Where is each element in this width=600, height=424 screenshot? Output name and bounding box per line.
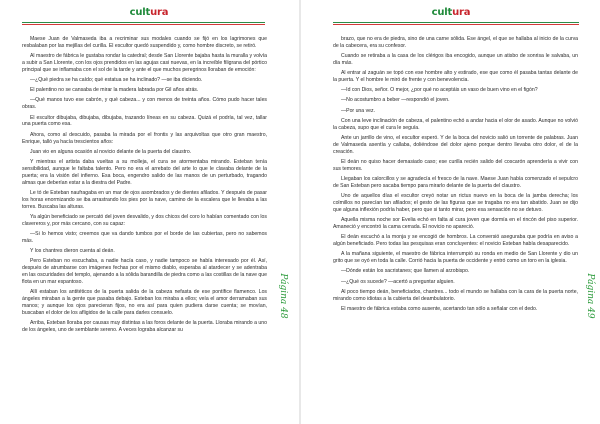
paragraph: Al maestro de fábrica le gustaba rondar la catedral; desde San Llorente bajaba hasta la muralla y volvía a subir a San Llorente, con los ojos prendidos en las agujas casi nuevas, en la increíble filigrana del pórtico principal que se inflamaba con el sol de la tarde y ante el que muchos peregrinos lloraban de emoción: — [22, 53, 267, 73]
paragraph: Juan vio en alguna ocasión al novicio delante de la puerta del claustro. — [30, 148, 192, 155]
paragraph: A la mañana siguiente, el maestro de fábrica interrumpió su ronda en medio de San Llorente y dio un grito que se oyó en toda la calle. Corrió hacia la puerta de occidente y entró como un toro en la iglesia. — [333, 251, 578, 265]
paragraph: El deán no quiso hacer demasiado caso; ese curilla recién salido del coscarón aprendería a vivir con sus temores. — [333, 158, 578, 172]
paragraph: Ahora, como al descuido, pasaba la mirada por el frontis y las arquivoltas que otro gran maestro, Enrique, talló ya hacía trescientos años: — [22, 131, 267, 145]
paragraph: Al entrar al zaguán se topó con ese hombre alto y estirado, ese que como él pasaba tantas delante de la puerta. Y el hombre le miró de frente y con benevolencia. — [333, 70, 578, 84]
paragraph: Aquella misma noche sor Evelia echó en falta al cura joven que dormía en el rincón del piso superior. Amaneció y encontró la cama cerrada. El novicio no apareció. — [333, 217, 578, 231]
paragraph: brazo, que no era de piedra, sino de una carne sólida. Ese ángel, el que se hallaba al inicio de la curva de la cabecera, era su confesor. — [333, 36, 578, 49]
left-page — [0, 0, 299, 424]
left-page-body — [22, 36, 267, 416]
paragraph: —Dónde están los sacristanes; que llamen al arzobispo. — [341, 268, 470, 275]
right-page-body — [333, 36, 578, 416]
paragraph: Maese Juan de Valmaseda iba a recriminar sus modales cuando se fijó en los lagrimones que resbalaban por las mejillas del curilla. El escultor quedó suspendido y, como hombre discreto, se retiró. — [22, 36, 267, 49]
paragraph: Cuando se retiraba a la casa de los clérigos iba encogido, aunque un atisbo de sonrisa le salvaba, un día más. — [333, 53, 578, 67]
paragraph: —Qué manos tuvo ese cabrón, y qué cabeza... y con menos de treinta años. Cómo pudo hacer tales obras. — [22, 97, 267, 111]
paragraph: —Id con Dios, señor. O mejor, ¿por qué no aceptáis un vaso de buen vino en el figón? — [341, 87, 538, 94]
brand-logo-part1: cult — [129, 7, 151, 18]
brand-logo-part2: ura — [452, 7, 471, 18]
page-number-label: Página 48 — [278, 273, 288, 319]
paragraph: Ante un jarrillo de vino, el escultor esperó. Y de la boca del novicio salió un torrente de palabras. Juan de Valmaseda asentía y callaba, doliéndose del dolor ajeno porque dentro llevaba otro dolor, el de la creación. — [333, 134, 578, 155]
paragraph: Arriba, Esteban lloraba por causas muy distintas a las foros delante de la puerta. Lloraba mirando a uno de los ángeles, uno de semblante sereno. A veces lograba alcanzar su — [22, 320, 267, 334]
paragraph: Y los chantres dieron cuenta al deán. — [30, 248, 115, 255]
paragraph: Con una leve inclinación de cabeza, el palentino echó a andar hacia el olor de asado. Aunque no volvió la cabeza, supo que el cura le seguía. — [333, 117, 578, 131]
brand-logo — [421, 7, 481, 21]
paragraph: —No acostumbro a beber —respondió el joven. — [341, 97, 450, 104]
paragraph: —¿Qué piedra se ha caído; qué estatua se ha inclinado? —se iba diciendo. — [30, 77, 203, 84]
header-rule-red — [333, 24, 579, 25]
paragraph: Ya algún beneficiado se percató del joven desvalido, y dos chicos del coro lo habían comentado con los clavereros y, por más cercano, con su capaz: — [22, 213, 267, 227]
brand-logo-part2: ura — [150, 7, 169, 18]
header-rule-green — [333, 22, 579, 23]
page-number-label: Página 49 — [585, 273, 595, 319]
paragraph: El palentino no se cansaba de mirar la madera labrada por Gil años atrás. — [30, 87, 199, 94]
paragraph: El maestro de fábrica estaba como ausente, acertando tan sólo a señalar con el dedo. — [341, 305, 538, 312]
paragraph: —Por una vez. — [341, 107, 376, 114]
page-number-right — [583, 268, 597, 324]
paragraph: Le tó de Esteban naufragaba en un mar de ojos asombrados y de dientes afilados. Y después de pasar los horas enormizando se iba arrastrando los pies por la nave, camino de la escalera que le llevaba a las torres. Buscaba las alturas. — [22, 189, 267, 210]
right-page — [301, 0, 600, 424]
page-number-left — [276, 268, 290, 324]
paragraph: El deán escuchó a la monja y se encogió de hombros. La conversió aseguraba que podría en aviso a algún beneficiado. Pero todas las pesquisas eran concluyentes: el novicio Esteban había desaparecido. — [333, 234, 578, 248]
paragraph: Y mientras el artista daba vueltas a su molleja, el cura se atormentaba mirando. Esteban tenía sensibilidad, aunque le faltaba talento. Pero no era el arrebato del arte lo que le clavaba delante de la puerta; era la visión del infierno. Esa boca, engendro salido de las manos de un perturbado, tragando almas que deberían estar a la diestra del Padre. — [22, 158, 267, 186]
paragraph: Pero Esteban no escuchaba, a nadie hacía caso, y nadie tampoco se había interesado por él. Así, después de atrumbarse con imágenes fechas por el mismo diablo, esperaba al atardecer y se adentraba en las oscuridades del templo, ajenando a la sólida barandilla de piedra como a las costillas de la nave que flota en un mar espantoso. — [22, 258, 267, 286]
brand-logo — [119, 7, 179, 21]
header-rule-green — [22, 22, 265, 23]
paragraph: Allí estaban los antitéticos de la puerta salida de la cabeza nefasta de ese pontífice flamenco. Los ángeles miraban a la gente que pasaba debajo. Esteban los miraba a ellos; veía el amor derramaban sus manos; y aunque los ojos parecieran fijos, no era así para quien pudiera darse cuenta; se movían, buscaban el dolor de los afligidos de la calle para darles consuelo. — [22, 289, 267, 317]
header-rule-red — [22, 24, 265, 25]
paragraph: Llegaban los calorcillos y se agradecía el fresco de la nave. Maese Juan había comenzado el sepulcro de San Esteban pero sacaba tiempo para mirarlo delante de la puerta del claustro. — [333, 175, 578, 189]
paragraph: —Si lo hemos visto; creemos que va dando tumbos por el borde de las cubiertas, pero no sabemos más. — [22, 230, 267, 244]
paragraph: —¿Qué os sucede? —acertó a preguntar alguien. — [341, 278, 455, 285]
paragraph: Uno de aquellos días el escultor creyó notar un rictus nuevo en la boca de la jamba derecha; los colmillos no parecían tan afilados; el gesto de las figuras que se tragaba no era tan abatido. Juan se dijo que alguna inflexión podría haber, pero que si tanto mirar, pero esa sensación no se detuvo. — [333, 193, 578, 213]
brand-logo-part1: cult — [431, 7, 453, 18]
paragraph: Al poco tiempo deán, beneficiados, chantres... todo el mundo se hallaba con la cara de la puerta norte, mirando como idiotas a la cubierta del deambulatorio. — [333, 288, 578, 302]
paragraph: El escultor dibujaba, dibujaba, dibujaba, trazando líneas en su cabeza. Quizá el podría, tal vez, tallar una puerta como esa. — [22, 114, 267, 128]
